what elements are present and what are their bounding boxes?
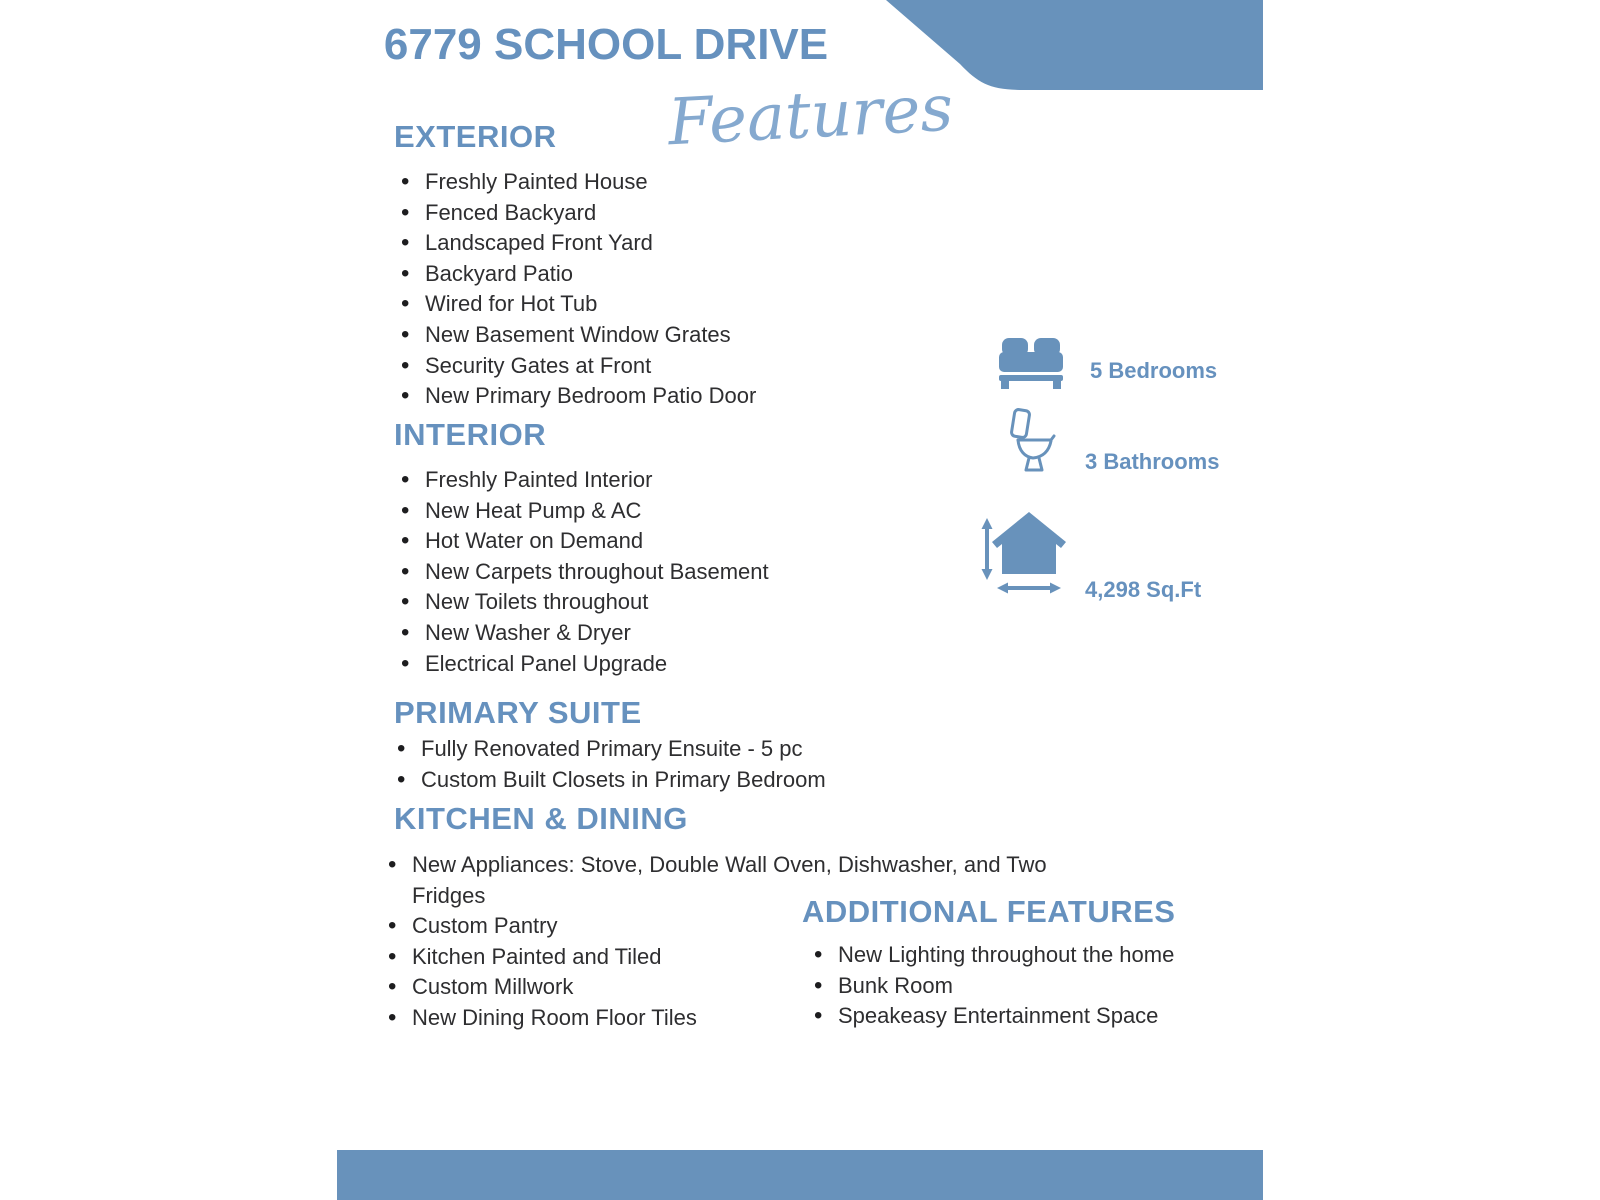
feature-list-additional-features [812, 940, 1272, 1032]
list-item: • Custom Built Closets in Primary Bedroom [395, 765, 1054, 796]
list-item: • New Washer & Dryer [399, 618, 1054, 649]
section-heading-interior: INTERIOR [394, 417, 547, 452]
list-item: • Wired for Hot Tub [399, 289, 1054, 320]
list-item: • Freshly Painted House [399, 167, 1054, 198]
section-exterior [394, 120, 1054, 412]
list-item: • New Primary Bedroom Patio Door [399, 381, 1054, 412]
footer-accent-bar [337, 1150, 1263, 1200]
list-item: • Kitchen Painted and Tiled [386, 942, 1122, 973]
bedrooms-stat-label: 5 Bedrooms [1090, 358, 1218, 383]
feature-list-primary-suite [395, 734, 1054, 795]
list-item: • Fenced Backyard [399, 198, 1054, 229]
page-title: 6779 SCHOOL DRIVE [383, 20, 829, 69]
toilet-icon [1006, 408, 1058, 474]
house-dimensions-icon [981, 510, 1075, 596]
section-primary-suite [394, 696, 1054, 795]
feature-list-interior [399, 465, 1054, 679]
list-item: • Custom Pantry [386, 911, 1122, 942]
list-item: • New Carpets throughout Basement [399, 557, 1054, 588]
list-item: • New Lighting throughout the home [812, 940, 1272, 971]
section-heading-kitchen-dining: KITCHEN & DINING [394, 801, 688, 836]
script-subtitle: Features [666, 71, 955, 161]
bathrooms-stat-label: 3 Bathrooms [1085, 449, 1220, 474]
list-item: • Electrical Panel Upgrade [399, 649, 1054, 680]
list-item: • Speakeasy Entertainment Space [812, 1001, 1272, 1032]
section-heading-primary-suite: PRIMARY SUITE [394, 695, 642, 730]
section-interior [394, 418, 1054, 679]
list-item: • New Appliances: Stove, Double Wall Oven, Dishwasher, and Two Fridges [386, 850, 1122, 911]
list-item: • New Basement Window Grates [399, 320, 1054, 351]
feature-list-exterior [399, 167, 1054, 412]
list-item: • Custom Millwork [386, 972, 1122, 1003]
section-additional-features [802, 895, 1272, 1032]
list-item: • Landscaped Front Yard [399, 228, 1054, 259]
list-item: • Backyard Patio [399, 259, 1054, 290]
list-item: • New Heat Pump & AC [399, 496, 1054, 527]
list-item: • Freshly Painted Interior [399, 465, 1054, 496]
list-item: • Hot Water on Demand [399, 526, 1054, 557]
bed-icon [999, 338, 1063, 389]
list-item: • Security Gates at Front [399, 351, 1054, 382]
section-heading-additional-features: ADDITIONAL FEATURES [802, 894, 1176, 929]
list-item: • New Toilets throughout [399, 587, 1054, 618]
sqft-stat-label: 4,298 Sq.Ft [1085, 577, 1202, 602]
list-item: • Bunk Room [812, 971, 1272, 1002]
list-item: • Fully Renovated Primary Ensuite - 5 pc [395, 734, 1054, 765]
section-heading-exterior: EXTERIOR [394, 119, 557, 154]
list-item: • New Dining Room Floor Tiles [386, 1003, 1122, 1034]
